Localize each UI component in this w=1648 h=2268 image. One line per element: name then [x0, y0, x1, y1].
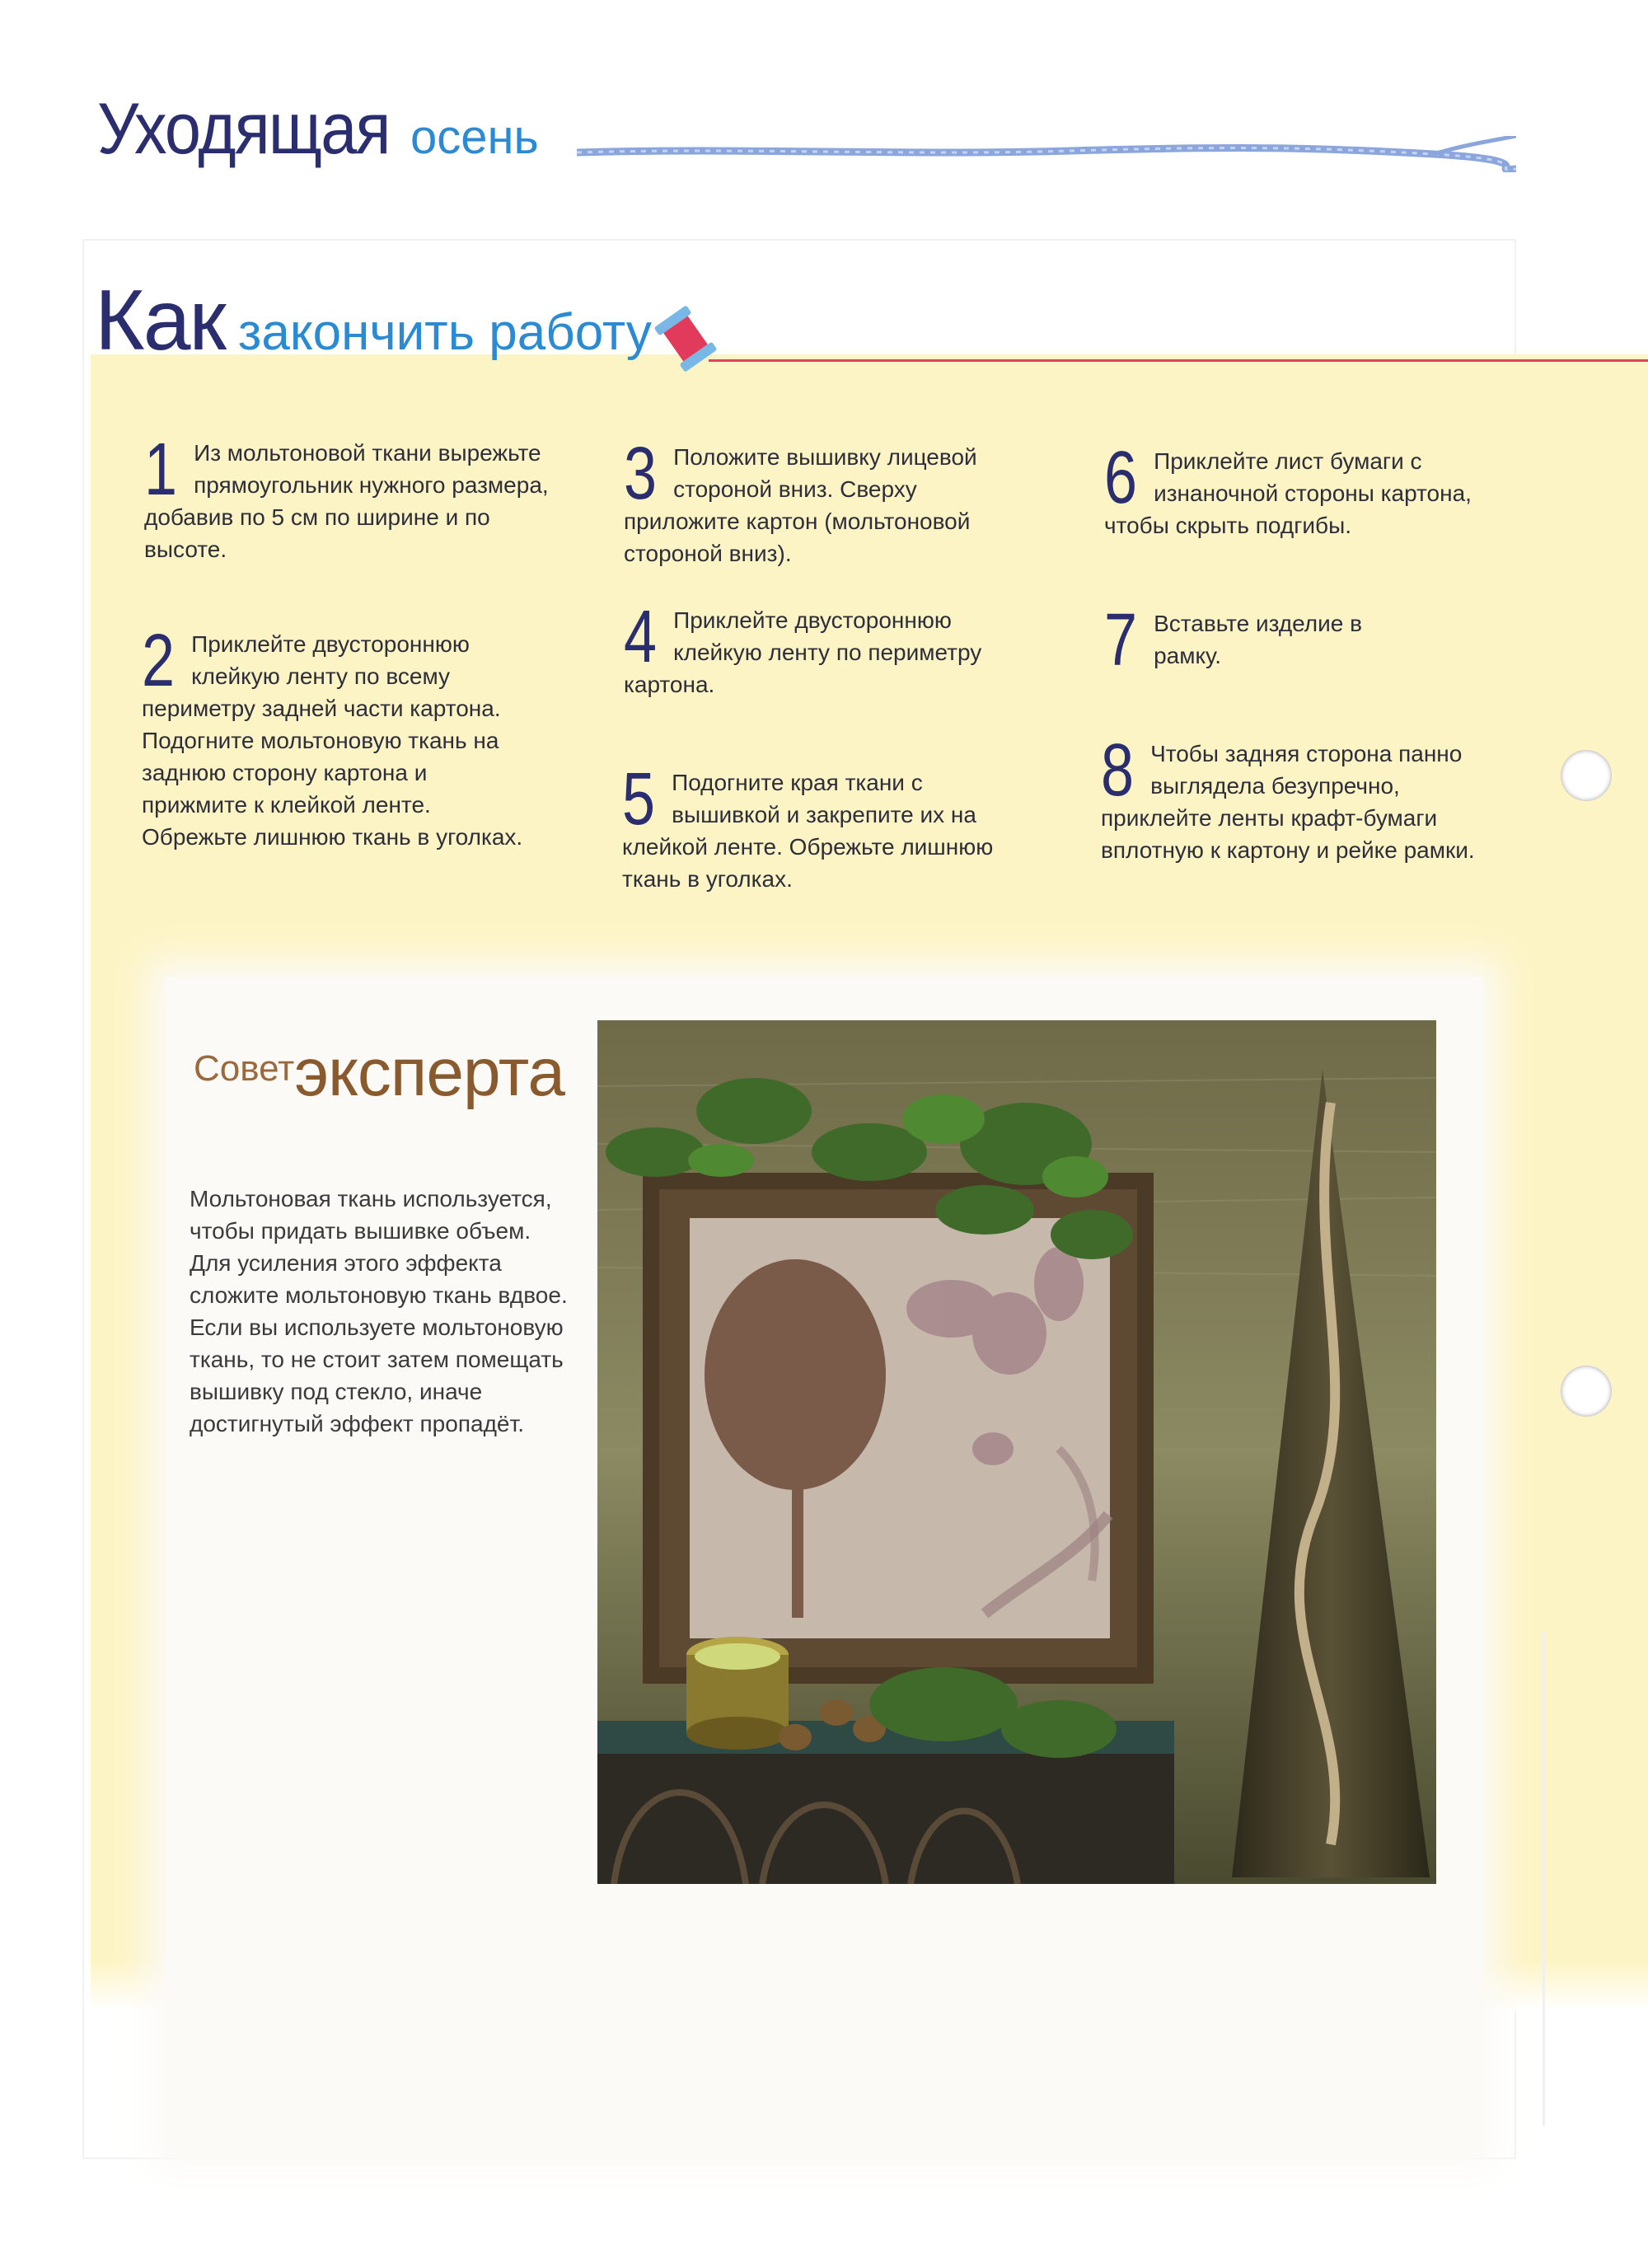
- page-edge-line: [1543, 1632, 1545, 2126]
- step-number: 7: [1104, 599, 1138, 682]
- step-text: Приклейте лист бумаги с изнаночной стороны картона, чтобы скрыть подгибы.: [1104, 448, 1472, 538]
- step-number: 4: [624, 596, 658, 678]
- step-text: Приклейте двустороннюю клейкую ленту по всему периметру задней части картона. Подогните мольтоновую ткань на заднюю сторону картона и прижмите к клейкой ленте. Обрежьте лишнюю ткань в уголках.: [142, 631, 523, 850]
- section-rule: [709, 359, 1648, 362]
- step-text: Подогните края ткани с вышивкой и закрепите их на клейкой ленте. Обрежьте лишнюю ткань в уголках.: [622, 770, 994, 892]
- step-5: [622, 758, 1034, 895]
- section-heading: [95, 272, 652, 370]
- step-number: 5: [622, 758, 656, 841]
- step-4: [624, 596, 1003, 701]
- step-7: [1104, 599, 1417, 682]
- page-subtitle: осень: [410, 110, 539, 164]
- step-number: 2: [142, 620, 176, 702]
- advice-heading: [194, 1034, 564, 1112]
- page-title: Уходящая: [97, 87, 390, 169]
- step-text: Чтобы задняя сторона панно выглядела безупречно, приклейте ленты крафт-бумаги вплотную к картону и рейке рамки.: [1101, 741, 1475, 863]
- step-number: 3: [624, 433, 658, 515]
- thread-spool-icon: [653, 303, 719, 374]
- step-text: Приклейте двустороннюю клейкую ленту по периметру картона.: [624, 607, 982, 697]
- step-8: [1101, 729, 1513, 866]
- section-title: Как: [95, 273, 225, 368]
- step-3: [624, 433, 1036, 569]
- step-1: [144, 429, 573, 565]
- framed-embroidery-photo: [597, 1020, 1436, 1884]
- punch-hole: [1561, 750, 1612, 801]
- thread-decoration: [577, 136, 1516, 172]
- step-6: [1104, 437, 1483, 541]
- step-2: [142, 620, 525, 853]
- step-text: Вставьте изделие в рамку.: [1154, 611, 1363, 668]
- advice-title-big: эксперта: [294, 1035, 564, 1110]
- page-header: [97, 87, 539, 171]
- advice-title-small: Совет: [194, 1048, 295, 1089]
- step-text: Из мольтоновой ткани вырежьте прямоугольник нужного размера, добавив по 5 см по ширине и по высоте.: [144, 440, 549, 562]
- punch-hole: [1561, 1366, 1612, 1417]
- step-number: 8: [1101, 729, 1135, 812]
- step-text: Положите вышивку лицевой стороной вниз. Сверху приложите картон (мольтоновой стороной вниз).: [624, 444, 977, 566]
- advice-text: Мольтоновая ткань используется, чтобы придать вышивке объем. Для усиления этого эффекта сложите мольтоновую ткань вдвое. Если вы используете мольтоновую ткань, то не стоит затем помещать вышивку под стекло, иначе достигнутый эффект пропадёт.: [190, 1186, 568, 1436]
- step-number: 6: [1104, 437, 1138, 519]
- section-subtitle: закончить работу: [237, 304, 652, 361]
- step-number: 1: [144, 429, 178, 511]
